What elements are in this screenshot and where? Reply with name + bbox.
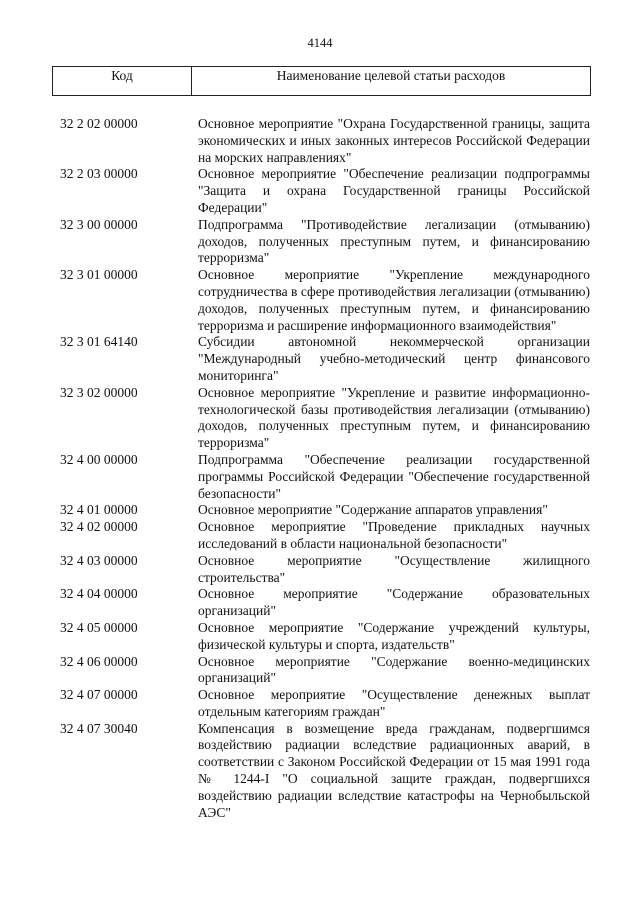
table-row — [60, 654, 590, 688]
table-row — [60, 116, 590, 166]
table-row — [60, 687, 590, 721]
table-row — [60, 721, 590, 822]
row-code: 32 4 03 00000 — [60, 552, 138, 568]
row-name: Основное мероприятие "Укрепление международного сотрудничества в сфере противодействия легализации (отмыванию) доходов, полученных преступным путем, и финансированию терроризма и расширение информационного взаимодействия" — [198, 267, 590, 333]
table-row — [60, 334, 590, 384]
row-name: Подпрограмма "Обеспечение реализации государственной программы Российской Федерации "Обеспечение государственной безопасности" — [198, 451, 590, 501]
row-code: 32 4 05 00000 — [60, 619, 138, 635]
row-code: 32 4 07 00000 — [60, 687, 138, 703]
header-code: Код — [53, 67, 192, 95]
row-name: Основное мероприятие "Обеспечение реализации подпрограммы "Защита и охрана Государственной границы Российской Федерации" — [198, 166, 590, 215]
table-row — [60, 166, 590, 216]
table-header — [52, 66, 591, 96]
row-name: Основное мероприятие "Содержание аппаратов управления" — [198, 502, 548, 518]
row-code: 32 4 00 00000 — [60, 451, 138, 467]
table-row — [60, 519, 590, 553]
row-code: 32 4 06 00000 — [60, 653, 138, 669]
row-code: 32 2 03 00000 — [60, 166, 138, 182]
row-code: 32 2 02 00000 — [60, 116, 138, 131]
row-name: Основное мероприятие "Охрана Государственной границы, защита экономических и иных законных интересов Российской Федерации на морских направлениях" — [198, 116, 590, 165]
header-name: Наименование целевой статьи расходов — [276, 68, 506, 83]
row-name: Основное мероприятие "Проведение прикладных научных исследований в области национальной безопасности" — [198, 519, 590, 551]
table-row — [60, 620, 590, 654]
table-row — [60, 267, 590, 334]
row-name: Компенсация в возмещение вреда гражданам, подвергшимся воздействию радиации вследствие радиационных аварий, в соответствии с Законом Российской Федерации от 15 мая 1991 года № 1244-I "О социальной защите граждан, подвергшихся воздействию радиации вследствие катастрофы на Чернобыльской АЭС" — [198, 720, 590, 820]
row-code: 32 3 02 00000 — [60, 384, 138, 400]
table-row — [60, 452, 590, 502]
row-name: Основное мероприятие "Укрепление и развитие информационно-технологической базы противодействия легализации (отмыванию) доходов, полученных преступным путем, и финансированию терроризма" — [198, 384, 590, 451]
row-name: Основное мероприятие "Осуществление жилищного строительства" — [198, 552, 590, 585]
table-row — [60, 502, 590, 519]
table-row — [60, 586, 590, 620]
row-name: Основное мероприятие "Осуществление денежных выплат отдельным категориям граждан" — [198, 687, 590, 719]
row-code: 32 4 04 00000 — [60, 586, 138, 602]
table-row — [60, 553, 590, 587]
row-name: Субсидии автономной некоммерческой организации "Международный учебно-методический центр финансового мониторинга" — [198, 334, 590, 383]
row-code: 32 3 01 00000 — [60, 267, 138, 283]
table-row — [60, 385, 590, 452]
table-body — [60, 116, 590, 821]
table-row — [60, 217, 590, 267]
row-name: Основное мероприятие "Содержание учреждений культуры, физической культуры и спорта, издательств" — [198, 619, 590, 652]
row-name: Подпрограмма "Противодействие легализации (отмыванию) доходов, полученных преступным путем, и финансированию терроризма" — [198, 216, 590, 266]
row-code: 32 4 01 00000 — [60, 502, 138, 518]
row-code: 32 4 02 00000 — [60, 519, 138, 535]
row-code: 32 4 07 30040 — [60, 720, 138, 736]
row-code: 32 3 00 00000 — [60, 216, 138, 232]
row-name: Основное мероприятие "Содержание военно-медицинских организаций" — [198, 653, 590, 686]
row-code: 32 3 01 64140 — [60, 334, 138, 350]
row-name: Основное мероприятие "Содержание образовательных организаций" — [198, 586, 590, 619]
page-number: 4144 — [307, 36, 333, 50]
